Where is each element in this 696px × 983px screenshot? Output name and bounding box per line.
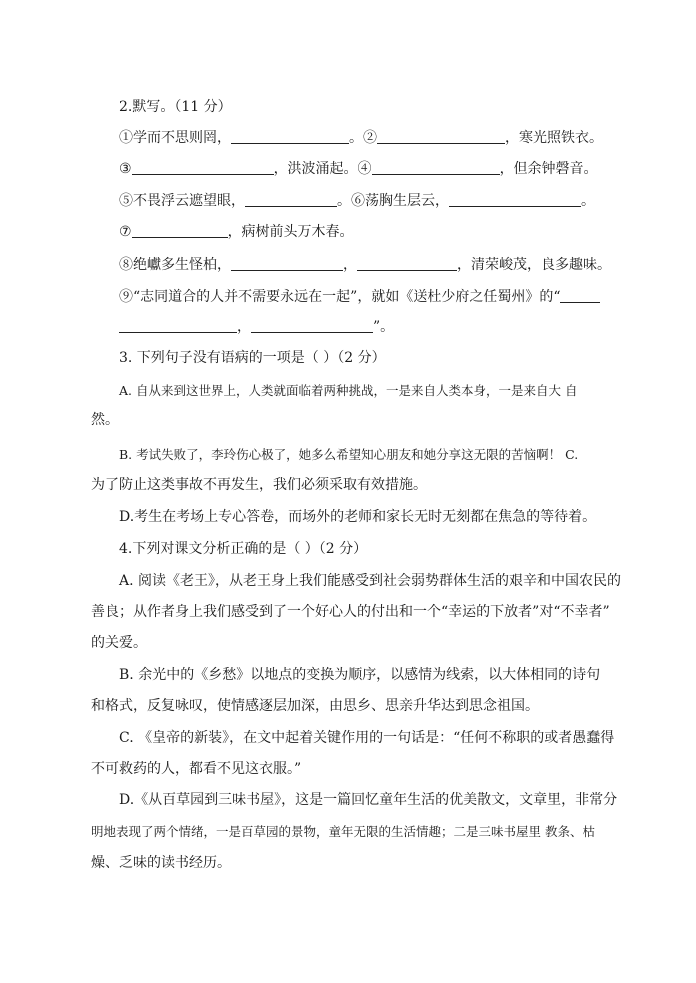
q4-option-b-cont: 和格式，反复咏叹，使情感逐层加深，由思乡、思亲升华达到思念祖国。 — [91, 698, 539, 714]
answer-blank[interactable] — [357, 256, 457, 271]
q2-line-3 — [119, 192, 595, 210]
q4-option-b: B. 余光中的《乡愁》以地点的变换为顺序，以感情为线索，以大体相同的诗句 — [119, 667, 601, 683]
q4-option-a-cont: 的关爱。 — [91, 635, 147, 651]
answer-blank[interactable] — [251, 318, 373, 333]
q3-option-c: 为了防止这类事故不再发生，我们必须采取有效措施。 — [91, 477, 427, 493]
q4-option-a-cont: 善良；从作者身上我们感受到了一个好心人的付出和一个“幸运的下放者”对“不幸者” — [91, 604, 610, 620]
answer-blank[interactable] — [119, 318, 237, 333]
text: ⑨“志同道合的人并不需要永远在一起”，就如《送杜少府之任蜀州》的“ — [119, 289, 561, 305]
answer-blank[interactable] — [560, 288, 600, 303]
q4-option-c: C. 《皇帝的新装》，在文中起着关键作用的一句话是：“任何不称职的或者愚蠢得 — [119, 730, 615, 746]
text: ，寒光照铁衣。 — [505, 130, 603, 146]
answer-blank[interactable] — [132, 160, 274, 175]
q2-line-4 — [119, 223, 354, 241]
answer-blank[interactable] — [231, 129, 349, 144]
q4-title: 4.下列对课文分析正确的是（ ）（2 分） — [119, 541, 368, 557]
q4-option-a: A. 阅读《老王》，从老王身上我们能感受到社会弱势群体生活的艰辛和中国农民的 — [119, 573, 622, 589]
text: ， — [343, 257, 357, 273]
q4-option-d: D.《从百草园到三味书屋》，这是一篇回忆童年生活的优美散文，文章里，非常分 — [119, 792, 618, 808]
q3-option-a-cont: 然。 — [91, 412, 119, 428]
text: ，清荣峻茂，良多趣味。 — [457, 257, 611, 273]
answer-blank[interactable] — [377, 129, 505, 144]
q3-option-b: B. 考试失败了，李玲伤心极了，她多么希望知心朋友和她分享这无限的苦恼啊！ C. — [119, 447, 579, 462]
text: ，洪波涌起。④ — [273, 161, 372, 177]
answer-blank[interactable] — [231, 256, 343, 271]
q4-option-d-cont: 燥、乏味的读书经历。 — [91, 855, 231, 871]
q4-option-d-cont: 明地表现了两个情绪，一是百草园的景物，童年无限的生活情趣；二是三味书屋里 教条、枯 — [91, 824, 595, 839]
text: ，病树前头万木春。 — [227, 224, 354, 240]
text: 。 — [581, 193, 595, 209]
q3-option-d: D.考生在考场上专心答卷，而场外的老师和家长无时无刻都在焦急的等待着。 — [119, 509, 597, 525]
text: ③ — [119, 161, 132, 177]
text: ⑧绝巘多生怪柏， — [119, 257, 231, 273]
text: 。⑥荡胸生层云， — [337, 193, 449, 209]
text: ，但余钟磬音。 — [499, 161, 598, 177]
q2-line-5 — [119, 256, 611, 274]
q2-line-6 — [119, 288, 600, 306]
text: ①学而不思则罔， — [119, 130, 231, 146]
answer-blank[interactable] — [372, 160, 500, 175]
q4-option-c-cont: 不可救药的人，都看不见这衣服。” — [91, 761, 302, 777]
answer-blank[interactable] — [245, 192, 337, 207]
answer-blank[interactable] — [449, 192, 581, 207]
q2-line-7 — [119, 318, 394, 336]
q2-line-2 — [119, 160, 598, 178]
text: ⑤不畏浮云遮望眼， — [119, 193, 245, 209]
text: ⑦ — [119, 224, 132, 240]
q2-line-1 — [119, 129, 603, 147]
text: ”。 — [373, 319, 395, 335]
text: ， — [237, 319, 251, 335]
q3-option-a: A. 自从来到这世界上，人类就面临着两种挑战，一是来自人类本身，一是来自大 自 — [119, 383, 578, 398]
q3-title: 3. 下列句子没有语病的一项是（ ）（2 分） — [119, 350, 386, 366]
q2-title: 2.默写。（11 分） — [119, 99, 232, 115]
answer-blank[interactable] — [132, 223, 228, 238]
text: 。② — [349, 130, 377, 146]
